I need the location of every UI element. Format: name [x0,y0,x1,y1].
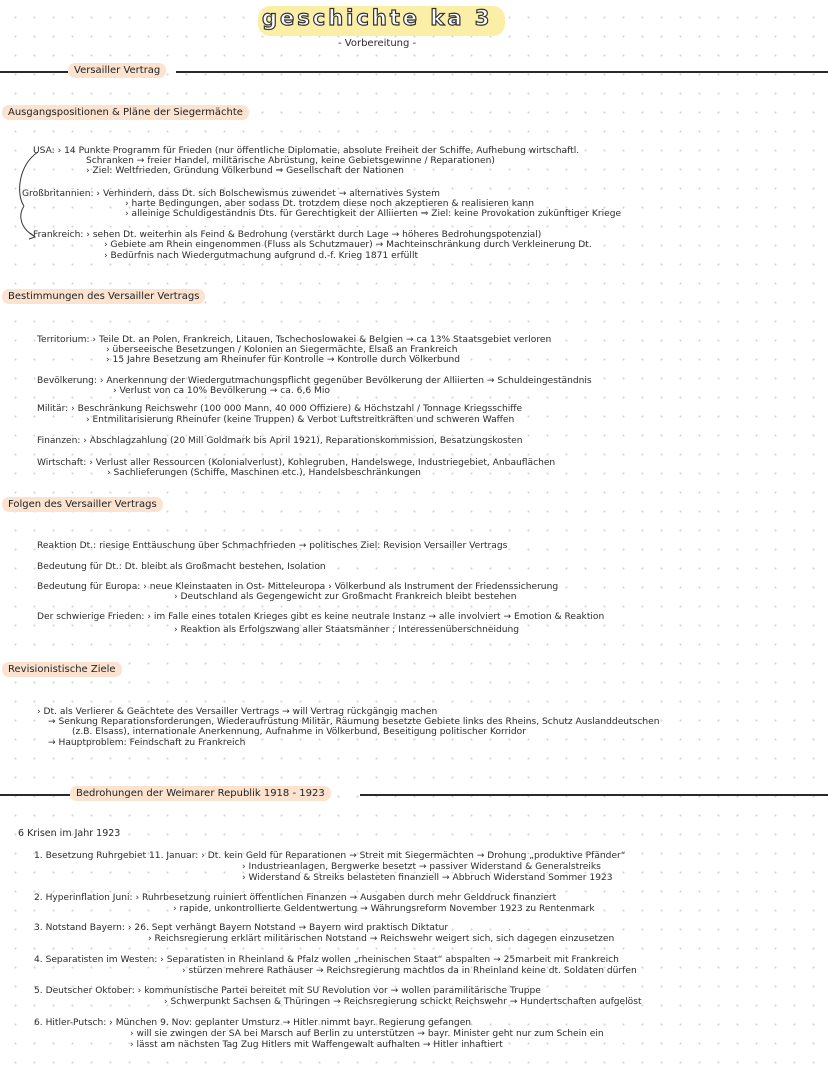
krise-3-line-2: › Reichsregierung erklärt militärischen Notstand → Reichswehr weigert sich, sich dagegen einzusetzen [148,934,615,944]
subheading-ausgangspositionen: Ausgangspositionen & Pläne der Siegermächte [2,105,249,120]
usa-line-2: Schranken → freier Handel, militärische Abrüstung, keine Gebietsgewinne / Reparationen) [86,156,495,166]
krise-4-line-2: › stürzen mehrere Rathäuser → Reichsregierung machtlos da in Rheinland keine dt. Soldaten dürfen [182,966,637,976]
gb-line-1: Großbritannien: › Verhindern, dass Dt. sich Bolschewismus zuwendet → alternatives System [22,189,440,199]
schwierige-frieden-line-2: › Reaktion als Erfolgszwang aller Staatsmänner ; Interessenüberschneidung [174,625,520,635]
krise-6-line-1: 6. Hitler-Putsch: › München 9. Nov: geplanter Umsturz → Hitler nimmt bayr. Regierung gefangen [34,1018,472,1028]
gb-line-3: › alleinige Schuldigeständnis Dts. für Gerechtigkeit der Alliierten ⇒ Ziel: keine Provokation zukünftiger Kriege [125,209,622,219]
territorium-line-1: Territorium: › Teile Dt. an Polen, Frankreich, Litauen, Tschechoslowakei & Belgien → ca 13% Staatsgebiet verloren [37,335,552,345]
krise-1-line-2: › Industrieanlagen, Bergwerke besetzt → passiver Widerstand & Generalstreiks [242,862,601,872]
krise-1-line-3: › Widerstand & Streiks belasteten finanziell → Abbruch Widerstand Sommer 1923 [242,873,613,883]
usa-line-3: › Ziel: Weltfrieden, Gründung Völkerbund ⇒ Gesellschaft der Nationen [86,166,404,176]
gb-line-2: › harte Bedingungen, aber sodass Dt. trotzdem diese noch akzeptieren & realisieren kann [125,199,534,209]
territorium-line-3: › 15 Jahre Besetzung am Rheinufer für Kontrolle → Kontrolle durch Völkerbund [106,355,461,365]
militaer-line-2: › Entmilitarisierung Rheinufer (keine Truppen) & Verbot Luftstreitkräften und schweren Waffen [86,415,515,425]
krise-1-line-1: 1. Besetzung Ruhrgebiet 11. Januar: › Dt. kein Geld für Reparationen → Streit mit Siegermächten → Drohung „produktive Pfänder“ [34,851,626,861]
krise-3-line-1: 3. Notstand Bayern: › 26. Sept verhängt Bayern Notstand → Bayern wird praktisch Diktatur [34,923,449,933]
krise-4-line-1: 4. Separatisten im Westen: › Separatisten in Rheinland & Pfalz wollen „rheinischen Staat“ abspalten → 25marbeit mit Frankreich [34,955,619,965]
usa-line-1: USA: › 14 Punkte Programm für Frieden (nur öffentliche Diplomatie, absolute Freiheit der Schiffe, Aufhebung wirtschaftl. [33,146,580,156]
fr-line-1: Frankreich: › sehen Dt. weiterhin als Feind & Bedrohung (verstärkt durch Lage → höheres Bedrohungspotenzial) [33,230,542,240]
krise-2-line-2: › rapide, unkontrollierte Geldentwertung → Währungsreform November 1923 zu Rentenmark [173,904,595,914]
fr-line-3: › Bedürfnis nach Wiedergutmachung aufgrund d.-f. Krieg 1871 erfüllt [104,251,419,261]
krise-5-line-1: 5. Deutscher Oktober: › kommunistische Partei bereitet mit SU Revolution vor → wollen paramilitärische Truppe [34,986,541,996]
section-heading-bedrohungen: Bedrohungen der Weimarer Republik 1918 - 1923 [70,786,331,801]
militaer-line-1: Militär: › Beschränkung Reichswehr (100 000 Mann, 40 000 Offiziere) & Höchstzahl / Tonnage Kriegsschiffe [37,404,523,414]
bedeutung-europa-line-2: › Deutschland als Gegengewicht zur Großmacht Frankreich bleibt bestehen [174,592,517,602]
bedeutung-dt-line: Bedeutung für Dt.: Dt. bleibt als Großmacht bestehen, Isolation [37,562,326,572]
krise-6-line-2: › will sie zwingen der SA bei Marsch auf Berlin zu unterstützen → bayr. Minister geht nur zum Schein ein [130,1029,604,1039]
revision-line-3: (z.B. Elsass), internationale Anerkennung, Aufnahme in Völkerbund, Beseitigung politischer Korridor [72,727,526,737]
subheading-folgen: Folgen des Versailler Vertrags [2,497,163,512]
page-title: geschichte ka 3 [262,6,493,30]
page-subtitle: - Vorbereitung - [338,38,417,49]
krise-2-line-1: 2. Hyperinflation Juni: › Ruhrbesetzung ruiniert öffentlichen Finanzen → Ausgaben durch mehr Gelddruck finanziert [34,893,557,903]
bevoelkerung-line-1: Bevölkerung: › Anerkennung der Wiedergutmachungspflicht gegenüber Bevölkerung der Alliierten → Schuldeingeständnis [37,376,592,386]
section-heading-versailles: Versailler Vertrag [68,63,166,78]
territorium-line-2: › überseeische Besetzungen / Kolonien an Siegermächte, Elsaß an Frankreich [106,345,458,355]
reaktion-line: Reaktion Dt.: riesige Enttäuschung über Schmachfrieden → politisches Ziel: Revision Versailler Vertrags [37,541,508,551]
subheading-revisionistische-ziele: Revisionistische Ziele [2,662,122,677]
wirtschaft-line-2: › Sachlieferungen (Schiffe, Maschinen etc.), Handelsbeschränkungen [107,468,421,478]
schwierige-frieden-line-1: Der schwierige Frieden: › im Falle eines totalen Krieges gibt es keine neutrale Instanz → alle involviert → Emotion & Reaktion [37,612,605,622]
section2-rule-right [360,794,828,796]
krise-6-line-3: › lässt am nächsten Tag Zug Hitlers mit Waffengewalt aufhalten → Hitler inhaftiert [130,1040,503,1050]
bedeutung-europa-line-1: Bedeutung für Europa: › neue Kleinstaaten in Ost- Mitteleuropa › Völkerbund als Instrument der Friedenssicherung [37,582,559,592]
fr-line-2: › Gebiete am Rhein eingenommen (Fluss als Schutzmauer) → Machteinschränkung durch Verkleinerung Dt. [104,240,592,250]
finanzen-line: Finanzen: › Abschlagzahlung (20 Mill Goldmark bis April 1921), Reparationskommission, Besatzungskosten [37,436,523,446]
bevoelkerung-line-2: › Verlust von ca 10% Bevölkerung → ca. 6,6 Mio [113,386,330,396]
subheading-bestimmungen: Bestimmungen des Versailler Vertrags [2,289,205,304]
krise-5-line-2: › Schwerpunkt Sachsen & Thüringen → Reichsregierung schickt Reichswehr → Hundertschaften aufgelöst [164,997,642,1007]
revision-line-2: → Senkung Reparationsforderungen, Wiederaufrüstung Militär, Räumung besetzte Gebiete links des Rheins, Schutz Auslanddeutschen [48,717,660,727]
krisen-heading: 6 Krisen im Jahr 1923 [18,828,121,839]
section2-rule-left [0,794,70,796]
revision-line-4: → Hauptproblem: Feindschaft zu Frankreich [48,738,246,748]
wirtschaft-line-1: Wirtschaft: › Verlust aller Ressourcen (Kolonialverlust), Kohlegruben, Handelswege, Industriegebiet, Anbauflächen [37,458,556,468]
revision-line-1: › Dt. als Verlierer & Geächtete des Versailler Vertrags → will Vertrag rückgängig machen [37,707,438,717]
